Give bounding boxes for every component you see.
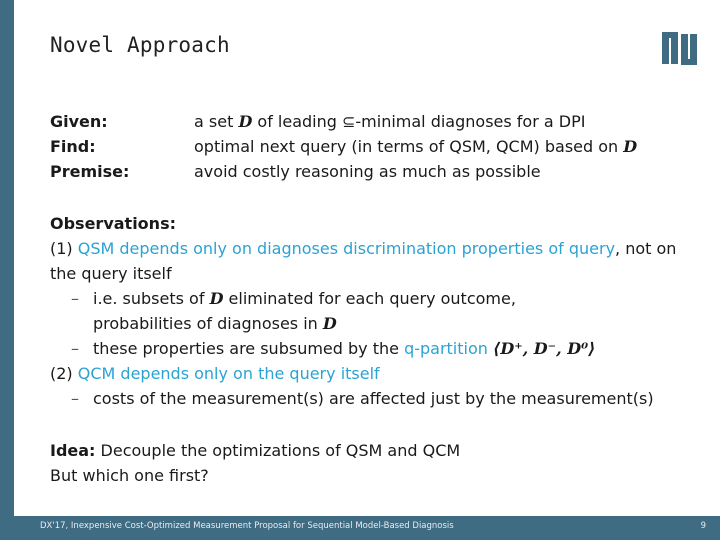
dash-bullet: – (71, 389, 79, 408)
idea-line (50, 438, 700, 463)
observations-label: Observations: (50, 214, 176, 233)
footer-text: DX'17, Inexpensive Cost-Optimized Measurement Proposal for Sequential Model-Based Diagnosis (40, 521, 454, 531)
given-pre: a set (194, 112, 239, 131)
q-partition-term: q-partition (404, 339, 488, 358)
sub1-pre: i.e. subsets of (93, 289, 210, 308)
find-set-symbol: D (623, 137, 638, 156)
page-number: 9 (700, 521, 706, 531)
sub-bullet-2 (50, 336, 700, 361)
obs2-number: (2) (50, 364, 78, 383)
dash-bullet: – (71, 289, 79, 308)
university-logo-icon (662, 32, 698, 66)
sub1-text (93, 286, 516, 336)
obs1-highlight: QSM depends only on diagnoses discrimination properties of query (77, 239, 616, 258)
given-post: of leading ⊆-minimal diagnoses for a DPI (252, 112, 586, 131)
idea-text: Decouple the optimizations of QSM and QCM (95, 441, 461, 460)
observation-2 (50, 361, 700, 386)
find-text (194, 134, 637, 159)
given-set-symbol: D (238, 112, 253, 131)
spacer (50, 411, 700, 438)
q-partition-formula: ⟨D⁺, D⁻, D⁰⟩ (493, 339, 596, 358)
sub1b-pre: probabilities of diagnoses in (93, 314, 323, 333)
sub2-pre: these properties are subsumed by the (93, 339, 405, 358)
given-label: Given: (50, 112, 108, 131)
spacer (50, 184, 700, 211)
sub1b-set-symbol: D (322, 314, 337, 333)
find-pre: optimal next query (in terms of QSM, QCM) based on (194, 137, 624, 156)
premise-text: avoid costly reasoning as much as possible (194, 162, 541, 181)
footer-bar (0, 516, 720, 540)
given-text (194, 109, 585, 134)
obs1-rest: , not on the query itself (50, 239, 677, 283)
sub2-text (93, 336, 595, 361)
sub1-set-symbol: D (209, 289, 224, 308)
dash-bullet: – (71, 339, 79, 358)
question-line: But which one first? (50, 466, 209, 485)
sub1-post: eliminated for each query outcome, (223, 289, 516, 308)
sub-bullet-1 (50, 286, 700, 336)
sub-bullet-3 (50, 386, 700, 411)
given-row (50, 109, 700, 134)
observation-1 (50, 236, 700, 286)
left-accent-bar (0, 0, 14, 540)
sub3-text: costs of the measurement(s) are affected just by the measurement(s) (93, 389, 654, 408)
find-label: Find: (50, 137, 96, 156)
find-row (50, 134, 700, 159)
premise-label: Premise: (50, 162, 130, 181)
obs2-highlight: QCM depends only on the query itself (77, 364, 380, 383)
slide-title: Novel Approach (50, 33, 230, 57)
premise-row (50, 159, 700, 184)
obs1-number: (1) (50, 239, 78, 258)
idea-label: Idea: (50, 441, 96, 460)
slide-body (50, 109, 700, 488)
